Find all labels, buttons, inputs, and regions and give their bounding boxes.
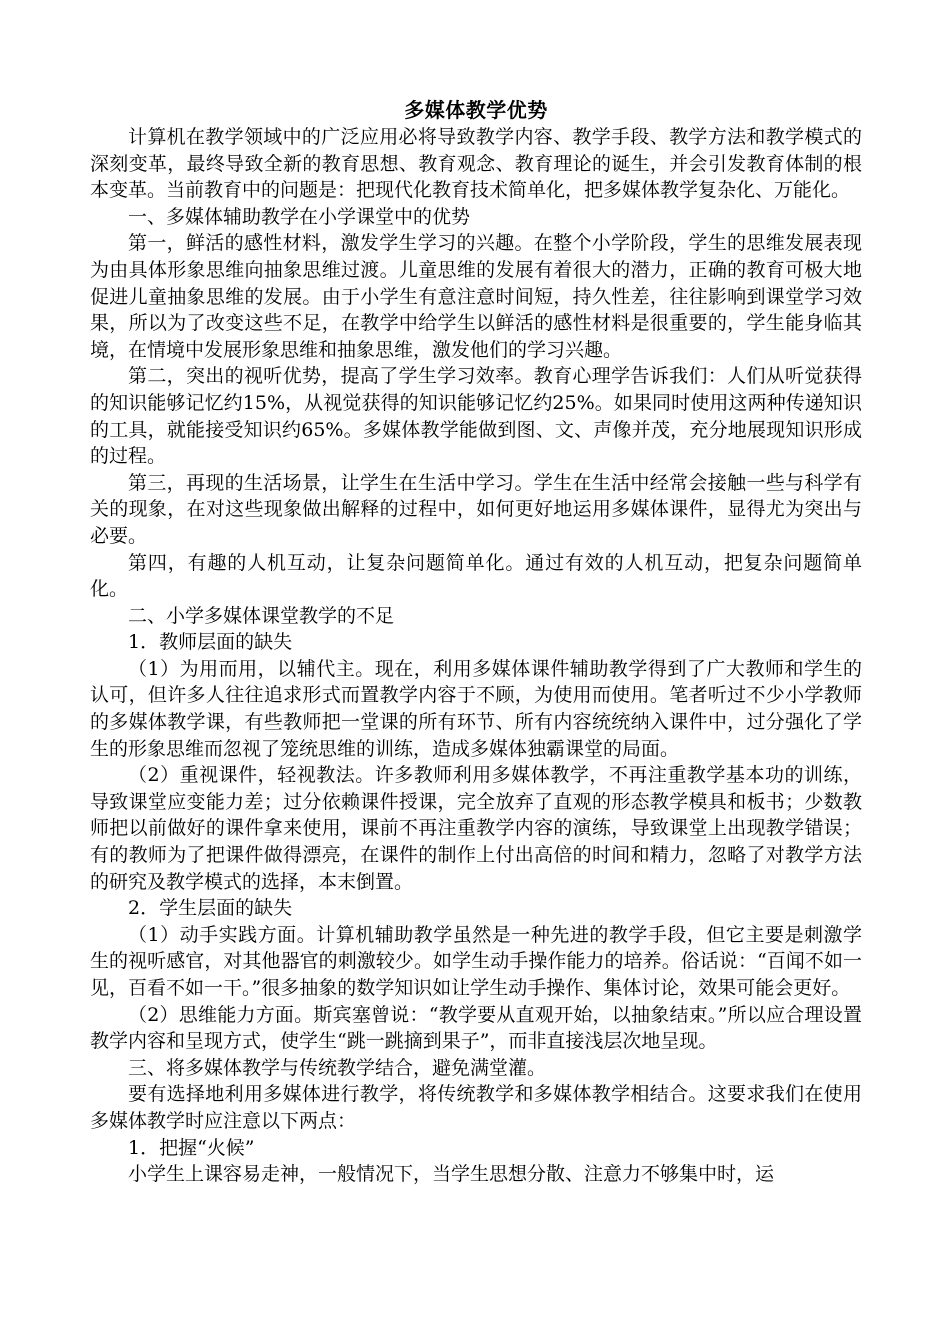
document-title: 多媒体教学优势: [404, 98, 548, 122]
paragraph-first-point: 第一，鲜活的感性材料，激发学生学习的兴趣。在整个小学阶段，学生的思维发展表现为由具体形象思维向抽象思维过渡。儿童思维的发展有着很大的潜力，正确的教育可极大地促进儿童抽象思维的发展。由于小学生有意注意时间短，持久性差，往往影响到课堂学习效果，所以为了改变这些不足，在教学中给学生以鲜活的感性材料是很重要的，学生能身临其境，在情境中发展形象思维和抽象思维，激发他们的学习兴趣。: [90, 232, 862, 361]
section-heading-1: 一、多媒体辅助教学在小学课堂中的优势: [128, 205, 471, 228]
paragraph-fourth-point: 第四，有趣的人机互动，让复杂问题简单化。通过有效的人机互动，把复杂问题简单化。: [90, 551, 862, 601]
intro-paragraph: 计算机在教学领域中的广泛应用必将导致教学内容、教学手段、教学方法和教学模式的深刻变革，最终导致全新的教育思想、教育观念、教育理论的诞生，并会引发教育体制的根本变革。当前教育中的问题是：把现代化教育技术简单化，把多媒体教学复杂化、万能化。: [90, 126, 862, 202]
subheading-student: 2．学生层面的缺失: [128, 897, 293, 920]
paragraph-student-2: （2）思维能力方面。斯宾塞曾说：“教学要从直观开始，以抽象结束。”所以应合理设置教学内容和呈现方式，使学生“跳一跳摘到果子”，而非直接浅层次地呈现。: [90, 1003, 862, 1053]
document-page: [90, 96, 862, 1188]
subheading-teacher: 1．教师层面的缺失: [128, 631, 293, 654]
paragraph-teacher-1: （1）为用而用，以辅代主。现在，利用多媒体课件辅助教学得到了广大教师和学生的认可，但许多人往往追求形式而置教学内容于不顾，为使用而使用。笔者听过不少小学教师的多媒体教学课，有些教师把一堂课的所有环节、所有内容统统纳入课件中，过分强化了学生的形象思维而忽视了笼统思维的训练，造成多媒体独霸课堂的局面。: [90, 657, 862, 760]
paragraph-combine: 要有选择地利用多媒体进行教学，将传统教学和多媒体教学相结合。这要求我们在使用多媒体教学时应注意以下两点：: [90, 1083, 862, 1132]
section-heading-3: 三、将多媒体教学与传统教学结合，避免满堂灌。: [128, 1056, 547, 1079]
paragraph-student-1: （1）动手实践方面。计算机辅助教学虽然是一种先进的教学手段，但它主要是刺激学生的视听感官，对其他器官的刺激较少。如学生动手操作能力的培养。俗话说：“百闻不如一见，百看不如一干。”很多抽象的数学知识如让学生动手操作、集体讨论，效果可能会更好。: [90, 923, 862, 999]
paragraph-timing: 小学生上课容易走神，一般情况下，当学生思想分散、注意力不够集中时，运: [128, 1163, 775, 1186]
subheading-timing: 1．把握“火候”: [128, 1136, 255, 1159]
paragraph-second-point: 第二，突出的视听优势，提高了学生学习效率。教育心理学告诉我们：人们从听觉获得的知识能够记忆约15%，从视觉获得的知识能够记忆约25%。如果同时使用这两种传递知识的工具，就能接受知识约65%。多媒体教学能做到图、文、声像并茂，充分地展现知识形成的过程。: [90, 365, 862, 468]
paragraph-third-point: 第三，再现的生活场景，让学生在生活中学习。学生在生活中经常会接触一些与科学有关的现象，在对这些现象做出解释的过程中，如何更好地运用多媒体课件，显得尤为突出与必要。: [90, 471, 862, 547]
section-heading-2: 二、小学多媒体课堂教学的不足: [128, 604, 395, 627]
paragraph-teacher-2: （2）重视课件，轻视教法。许多教师利用多媒体教学，不再注重教学基本功的训练，导致课堂应变能力差；过分依赖课件授课，完全放弃了直观的形态教学模具和板书；少数教师把以前做好的课件拿来使用，课前不再注重教学内容的演练，导致课堂上出现教学错误；有的教师为了把课件做得漂亮，在课件的制作上付出高倍的时间和精力，忽略了对教学方法的研究及教学模式的选择，本末倒置。: [90, 764, 862, 893]
